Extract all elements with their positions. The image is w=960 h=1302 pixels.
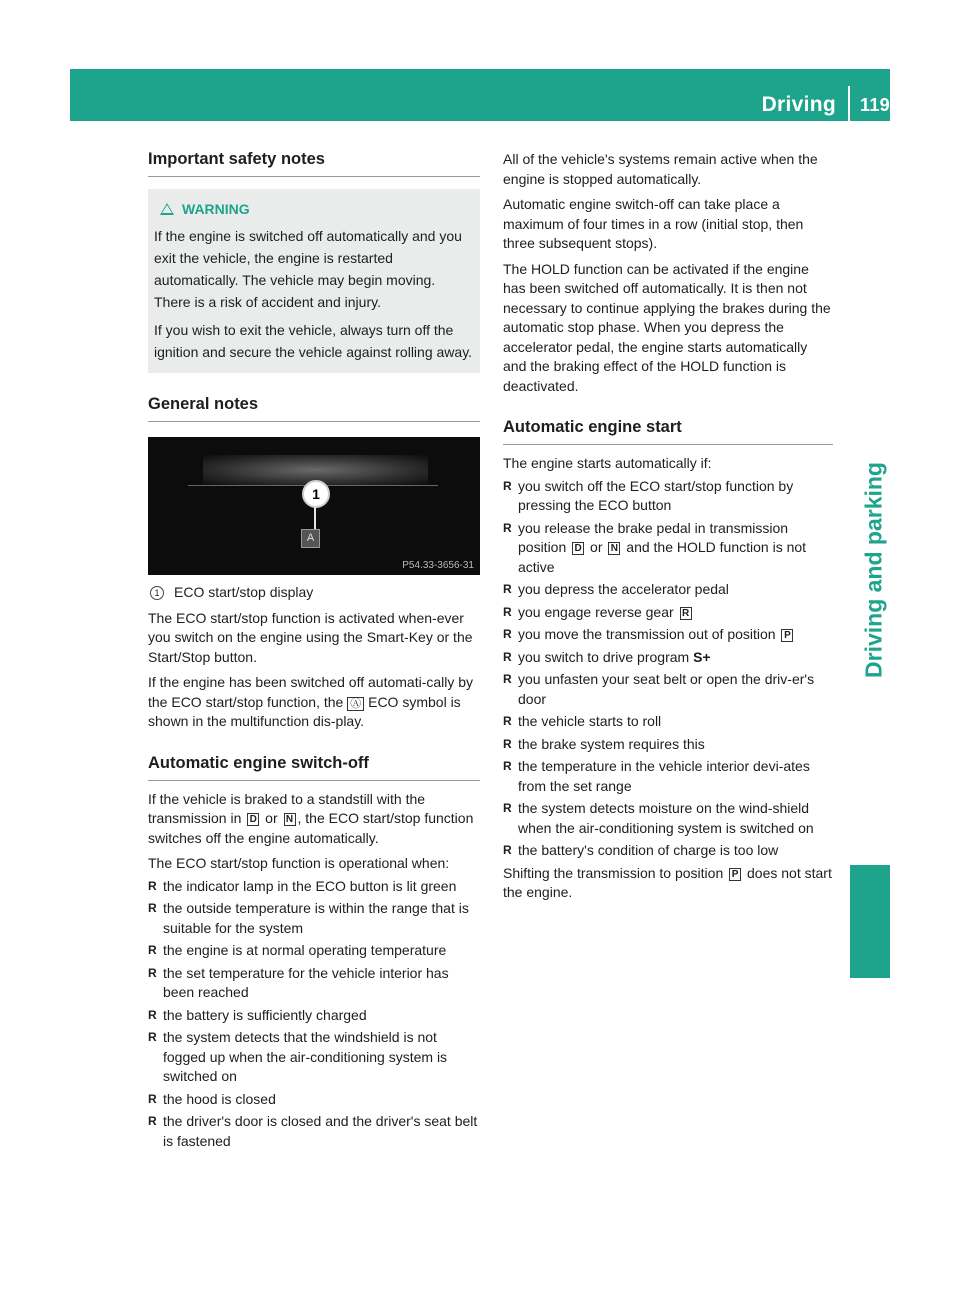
- gear-p-icon: P: [729, 868, 741, 881]
- list-item: R the brake system requires this: [503, 735, 833, 755]
- list-item: R the hood is closed: [148, 1090, 480, 1110]
- figure-legend: [148, 583, 480, 603]
- header-divider: [848, 86, 850, 124]
- conditions-list: [148, 877, 480, 1152]
- general-heading: General notes: [148, 395, 480, 422]
- list-item: R the system detects moisture on the wind-shield when the air-conditioning system is switched on: [503, 799, 833, 838]
- warning-text-1: If the engine is switched off automatically and you exit the vehicle, the engine is restarted automatically. The vehicle may begin moving. There is a risk of accident and injury.: [154, 228, 462, 310]
- para-four-times: Automatic engine switch-off can take place a maximum of four times in a row (initial stop, then three subsequent stops).: [503, 196, 804, 251]
- list-item: R the system detects that the windshield is not fogged up when the air-conditioning system is switched on: [148, 1028, 480, 1087]
- eco-symbol-icon: Ⓐ: [347, 697, 364, 711]
- section-title: Driving: [761, 93, 837, 116]
- gear-d-icon: D: [247, 813, 259, 826]
- gear-p-icon: P: [781, 629, 793, 642]
- list-item: R you switch to drive program S+: [503, 648, 833, 668]
- list-item: R you move the transmission out of position P: [503, 625, 833, 645]
- para-shift: Shifting the transmission to position P does not start the engine.: [503, 864, 832, 900]
- page-number: 119: [860, 94, 890, 115]
- legend-text: ECO start/stop display: [174, 584, 314, 600]
- warning-box: [148, 189, 480, 373]
- para-braked: If the vehicle is braked to a standstill with the transmission in D or N , the ECO start/stop function switches off the engine automatically.: [148, 790, 474, 846]
- list-item: R the battery's condition of charge is too low: [503, 841, 833, 861]
- figure-callout-stem: [314, 507, 316, 531]
- para-hold: The HOLD function can be activated if the engine has been switched off automatically. It is then not necessary to continue applying the brakes during the automatic stop phase. When you depress the accelerator pedal, the engine starts automatically and the braking effect of the HOLD function is deactivated.: [503, 260, 831, 394]
- warning-label: WARNING: [182, 201, 250, 217]
- header: [762, 86, 890, 124]
- side-tab-label: Driving and parking: [860, 462, 887, 678]
- switchoff-heading: Automatic engine switch-off: [148, 754, 480, 781]
- list-item: R you switch off the ECO start/stop function by pressing the ECO button: [503, 477, 833, 516]
- legend-number: 1: [150, 586, 164, 600]
- start-heading: Automatic engine start: [503, 418, 833, 445]
- para-starts-if: The engine starts automatically if:: [503, 455, 712, 471]
- list-item: R you unfasten your seat belt or open the driv-er's door: [503, 670, 833, 709]
- list-item: R the driver's door is closed and the driver's seat belt is fastened: [148, 1112, 480, 1151]
- left-column: [148, 150, 480, 1151]
- side-tab-marker: [850, 865, 890, 978]
- para-systems: All of the vehicle's systems remain active when the engine is stopped automatically.: [503, 151, 818, 187]
- list-item: R the vehicle starts to roll: [503, 712, 833, 732]
- para-switched-off: If the engine has been switched off automati-cally by the ECO start/stop function, the Ⓐ ECO symbol is shown in the multifunction dis-play.: [148, 674, 474, 729]
- list-item: R the battery is sufficiently charged: [148, 1006, 480, 1026]
- safety-heading: Important safety notes: [148, 150, 480, 177]
- list-item: R the engine is at normal operating temperature: [148, 941, 480, 961]
- list-item: R you engage reverse gear R: [503, 603, 833, 623]
- list-item: R the temperature in the vehicle interior devi-ates from the set range: [503, 757, 833, 796]
- list-item: R the outside temperature is within the range that is suitable for the system: [148, 899, 480, 938]
- figure-callout: 1: [302, 480, 330, 508]
- start-conditions-list: [503, 477, 833, 861]
- figure-code: P54.33-3656-31: [402, 560, 474, 571]
- right-column: [503, 150, 833, 903]
- gear-r-icon: R: [680, 607, 692, 620]
- para-activated: The ECO start/stop function is activated when-ever you switch on the engine using the Smart-Key or the Start/Stop button.: [148, 609, 473, 665]
- eco-display-figure: [148, 437, 480, 575]
- gear-n-icon: N: [284, 813, 296, 826]
- warning-title: [154, 201, 474, 217]
- side-tab: [859, 300, 889, 840]
- list-item: R you release the brake pedal in transmission position D or N and the HOLD function is not active: [503, 519, 833, 578]
- list-item: R the set temperature for the vehicle interior has been reached: [148, 964, 480, 1003]
- drive-program-s-plus: S+: [693, 648, 711, 665]
- warning-icon: [160, 203, 174, 215]
- list-item: R you depress the accelerator pedal: [503, 580, 833, 600]
- para-operational: The ECO start/stop function is operational when:: [148, 855, 450, 871]
- list-item: R the indicator lamp in the ECO button is lit green: [148, 877, 480, 897]
- warning-text-2: If you wish to exit the vehicle, always turn off the ignition and secure the vehicle against rolling away.: [154, 322, 473, 360]
- gear-n-icon: N: [608, 542, 620, 555]
- eco-start-stop-icon: A: [301, 529, 320, 548]
- gear-d-icon: D: [572, 542, 584, 555]
